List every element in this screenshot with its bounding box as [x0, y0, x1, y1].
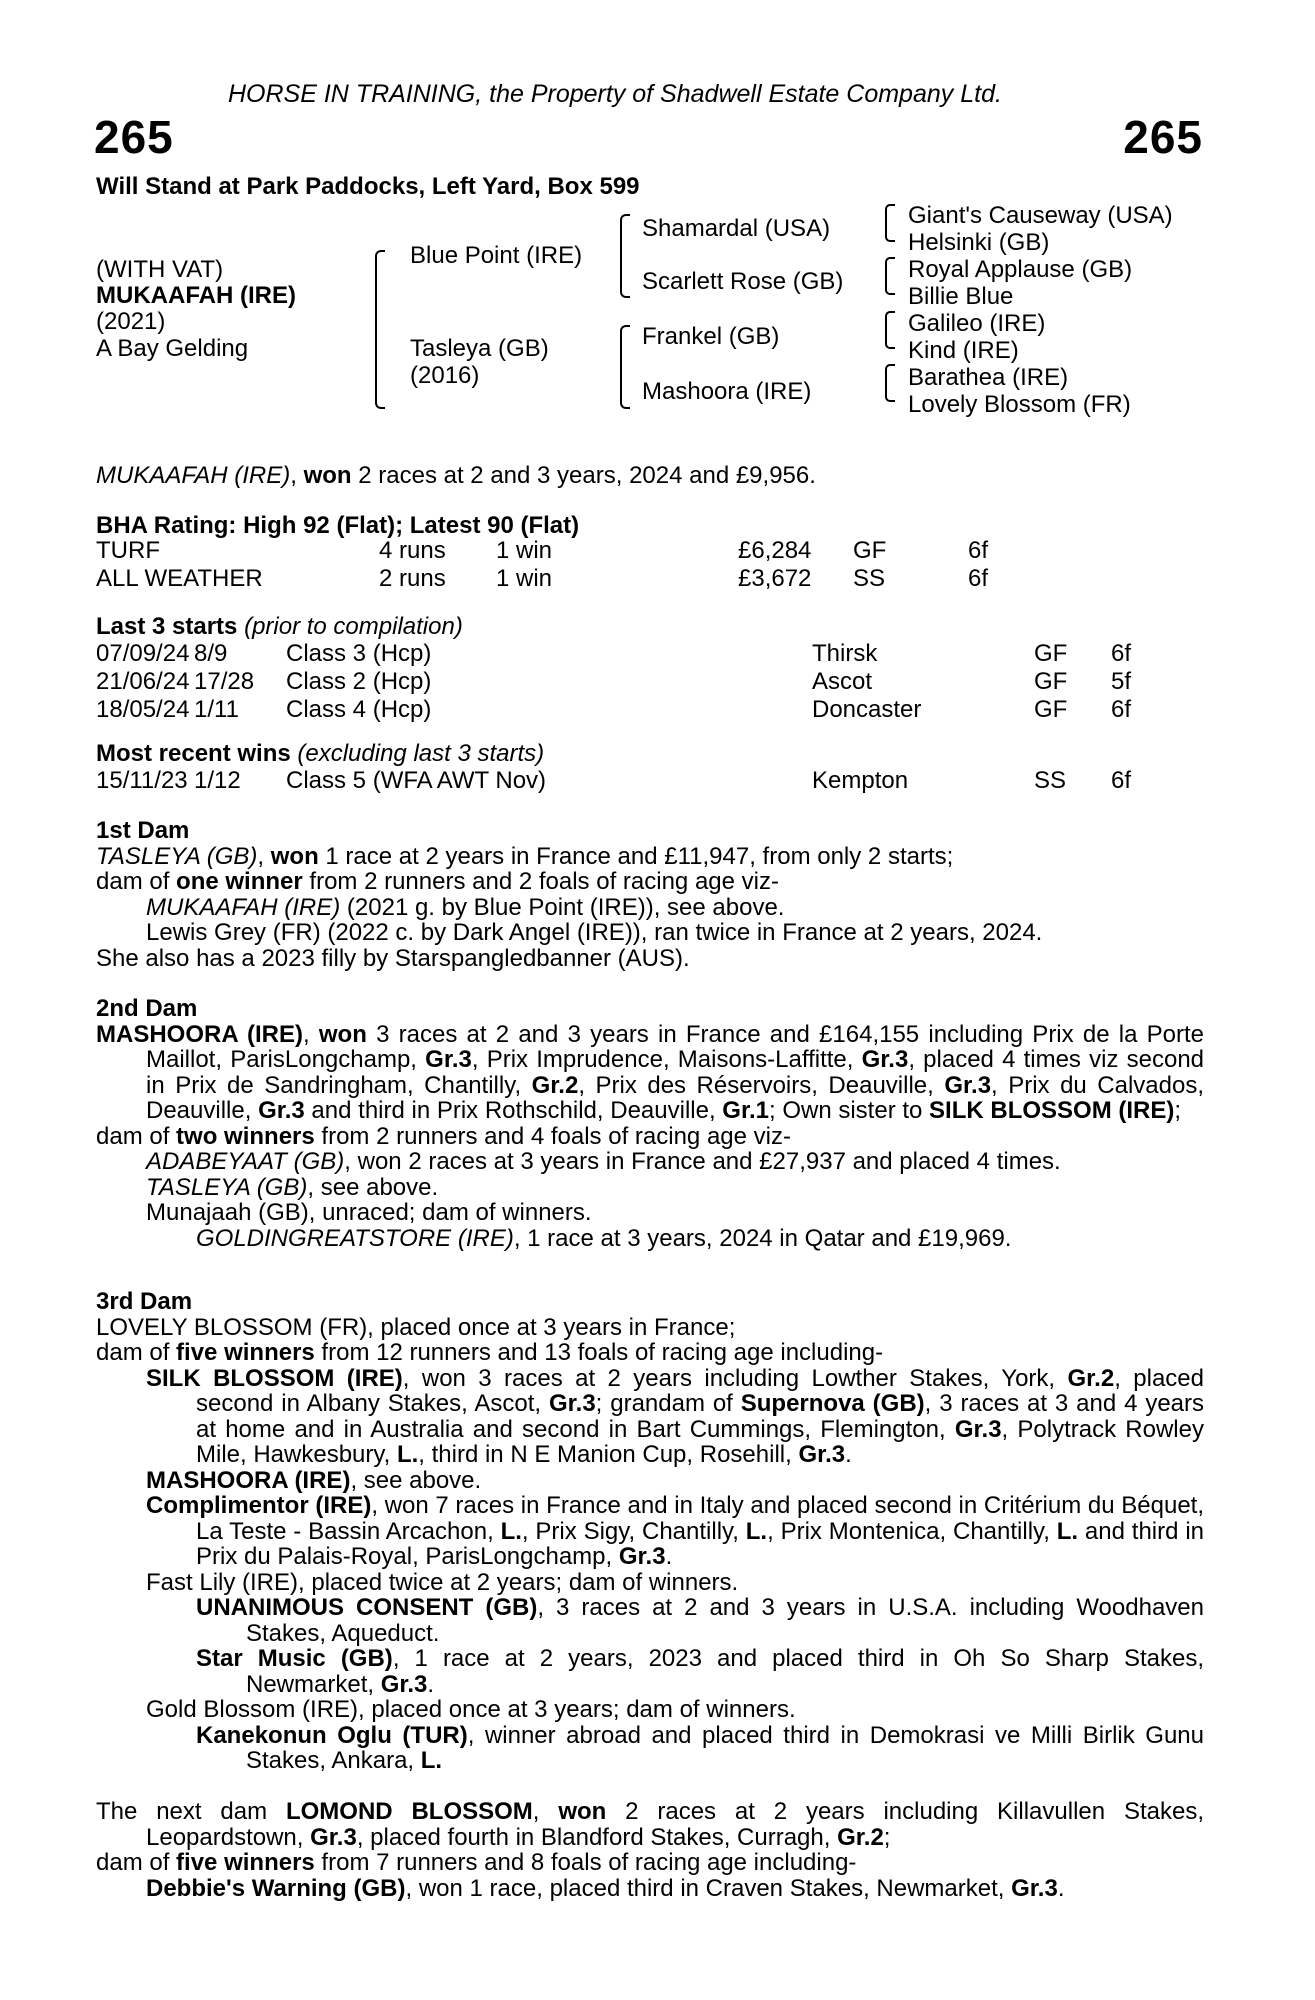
text-run: won: [558, 1798, 607, 1825]
recent-table: [96, 767, 1171, 795]
second-dam-line-2: dam of two winners from 2 runners and 4 foals of racing age viz-: [96, 1122, 791, 1150]
third-dam-line-1: LOVELY BLOSSOM (FR), placed once at 3 years in France;: [96, 1313, 736, 1341]
third-dam-section: [96, 1289, 1204, 1774]
text-run: UNANIMOUS CONSENT (GB): [196, 1594, 538, 1621]
second-dam-section: [96, 996, 1204, 1251]
text-run: MASHOORA (IRE): [146, 1466, 351, 1494]
text-run: , won 3 races at 2 years including Lowther Stakes, York,: [402, 1364, 1068, 1392]
pedigree-g2: Helsinki (GB): [908, 229, 1050, 256]
text-run: SILK BLOSSOM (IRE): [146, 1364, 403, 1392]
text-run: , third in N E Manion Cup, Rosehill,: [418, 1441, 799, 1468]
text-run: Debbie's Warning (GB): [146, 1874, 406, 1902]
third-dam-line-2: dam of five winners from 12 runners and 13 foals of racing age including-: [96, 1339, 884, 1366]
pedigree-g6: Kind (IRE): [908, 337, 1019, 364]
table-cell: 1 win: [496, 537, 553, 564]
rating-table: [96, 537, 1028, 593]
text-run: Gr.2: [837, 1823, 884, 1851]
second-dam-line-6: GOLDINGREATSTORE (IRE), 1 race at 3 years, 2024 in Qatar and £19,969.: [196, 1224, 1012, 1252]
pedigree-brace-dam: [620, 325, 630, 409]
text-run: ;: [883, 1823, 891, 1851]
third-dam-star-music: [96, 1646, 1204, 1697]
third-dam-gold-blossom: Gold Blossom (IRE), placed once at 3 years; dam of winners.: [146, 1696, 796, 1723]
first-dam-line-2: dam of one winner from 2 runners and 2 foals of racing age viz-: [96, 868, 779, 895]
race-summary: MUKAAFAH (IRE), won 2 races at 2 and 3 years, 2024 and £9,956.: [96, 462, 816, 489]
pedigree-brace-main: [375, 250, 385, 409]
first-dam-line-5: She also has a 2023 filly by Starspangledbanner (AUS).: [96, 944, 690, 972]
third-dam-mashoora: [96, 1468, 1204, 1494]
rating-row: [96, 565, 1028, 593]
text-run: , placed fourth in Blandford Stakes, Curragh,: [356, 1823, 838, 1851]
text-run: .: [427, 1670, 435, 1698]
last3-row: [96, 696, 1171, 724]
pedigree-dam: Tasleya (GB): [410, 335, 549, 362]
text-run: , Polytrack Rowley Mile, Hawkesbury,: [196, 1415, 1204, 1468]
table-cell: GF: [1034, 668, 1068, 695]
table-cell: 07/09/24: [96, 640, 190, 667]
table-cell: 8/9: [194, 640, 228, 667]
text-run: L.: [396, 1441, 419, 1468]
last3-row: [96, 640, 1171, 668]
text-run: Gr.3: [954, 1415, 1002, 1443]
text-run: L.: [1056, 1517, 1079, 1545]
text-run: LOMOND BLOSSOM: [285, 1798, 533, 1825]
horse-year: (2021): [96, 308, 166, 335]
vat-label: (WITH VAT): [96, 256, 224, 283]
horse-description: A Bay Gelding: [96, 335, 249, 362]
table-cell: ALL WEATHER: [96, 565, 263, 592]
text-run: The next dam: [96, 1798, 286, 1825]
summary-horse-name: MUKAAFAH (IRE): [96, 462, 291, 489]
text-run: L.: [420, 1747, 443, 1774]
text-run: 3 races at 2 and 3 years in France and £164,155 including Prix de la Porte Maillot, ParisLongchamp,: [146, 1020, 1205, 1073]
second-dam-heading: 2nd Dam: [96, 995, 198, 1022]
table-cell: 6f: [1111, 640, 1132, 667]
table-cell: SS: [853, 565, 886, 592]
next-dam-section: [96, 1799, 1204, 1901]
text-run: , Prix Sigy, Chantilly,: [521, 1517, 746, 1545]
page-header: HORSE IN TRAINING, the Property of Shadwell Estate Company Ltd.: [228, 80, 1002, 108]
summary-won: won: [303, 462, 352, 489]
text-run: , 3 races at 3 and 4 years at home and in Australia and second in Bart Cummings, Flemington,: [196, 1390, 1205, 1443]
text-run: , 1 race at 2 years, 2023 and placed third in Oh So Sharp Stakes, Newmarket,: [246, 1645, 1205, 1698]
recent-heading: Most recent wins: [96, 740, 291, 767]
pedigree-brace-g1: [885, 204, 895, 242]
first-dam-line-1: TASLEYA (GB), won 1 race at 2 years in France and £11,947, from only 2 starts;: [96, 842, 954, 870]
pedigree-brace-g4: [885, 364, 895, 402]
table-cell: Kempton: [812, 767, 909, 794]
text-run: , Prix Montenica, Chantilly,: [767, 1517, 1057, 1545]
third-dam-fast-lily: Fast Lily (IRE), placed twice at 2 years; dam of winners.: [146, 1568, 739, 1596]
text-run: , won 1 race, placed third in Craven Stakes, Newmarket,: [405, 1874, 1012, 1902]
text-run: L.: [500, 1517, 522, 1545]
last3-row: [96, 668, 1171, 696]
text-run: Gr.3: [1011, 1874, 1058, 1902]
text-run: Gr.2: [531, 1071, 579, 1099]
pedigree-dam-sire: Frankel (GB): [642, 323, 780, 350]
text-run: Kanekonun Oglu (TUR): [196, 1721, 468, 1749]
text-run: ,: [532, 1798, 559, 1825]
text-run: won: [318, 1020, 367, 1048]
text-run: , 3 races at 2 and 3 years in U.S.A. including Woodhaven Stakes, Aqueduct.: [246, 1594, 1204, 1647]
text-run: Gr.3: [380, 1670, 428, 1698]
text-run: ,: [302, 1020, 319, 1048]
table-cell: 1/12: [194, 767, 241, 794]
last3-heading-line: [96, 614, 463, 640]
text-run: , placed 4 times viz second in Prix de Sandringham, Chantilly,: [146, 1046, 1205, 1099]
rating-row: [96, 537, 1028, 565]
location-line: Will Stand at Park Paddocks, Left Yard, Box 599: [96, 173, 640, 200]
text-run: Gr.1: [722, 1097, 769, 1124]
table-cell: GF: [1034, 696, 1068, 723]
second-dam-line-3: ADABEYAAT (GB), won 2 races at 3 years in France and £27,937 and placed 4 times.: [146, 1148, 1061, 1175]
first-dam-heading: 1st Dam: [96, 817, 190, 844]
pedigree-g5: Galileo (IRE): [908, 310, 1046, 337]
text-run: Gr.3: [944, 1071, 992, 1099]
summary-text: 2 races at 2 and 3 years, 2024 and £9,956.: [351, 462, 816, 489]
table-cell: 15/11/23: [96, 767, 188, 794]
table-cell: 2 runs: [379, 565, 446, 592]
table-cell: Class 3 (Hcp): [286, 640, 432, 667]
text-run: Gr.3: [425, 1046, 472, 1073]
lot-number-left: 265: [94, 111, 174, 163]
text-run: 2 races at 2 years including Killavullen Stakes, Leopardstown,: [146, 1798, 1204, 1851]
text-run: ; Own sister to: [769, 1097, 930, 1124]
table-cell: 21/06/24: [96, 668, 190, 695]
pedigree-sire-sire: Shamardal (USA): [642, 215, 831, 242]
last3-table: [96, 640, 1171, 724]
first-dam-line-4: Lewis Grey (FR) (2022 c. by Dark Angel (IRE)), ran twice in France at 2 years, 2024.: [146, 919, 1043, 946]
third-dam-unanimous-consent: [96, 1595, 1204, 1646]
text-run: ; grandam of: [595, 1390, 741, 1417]
text-run: ;: [1174, 1097, 1182, 1124]
pedigree-sire: Blue Point (IRE): [410, 242, 583, 269]
text-run: Gr.3: [548, 1390, 596, 1417]
text-run: , placed second in Albany Stakes, Ascot,: [196, 1364, 1204, 1417]
table-cell: £3,672: [738, 565, 812, 592]
first-dam-section: [96, 818, 1204, 971]
horse-name: MUKAAFAH (IRE): [96, 282, 296, 309]
third-dam-kanekonun-oglu: [96, 1723, 1204, 1774]
second-dam-line-4: TASLEYA (GB), see above.: [146, 1173, 439, 1201]
text-run: SILK BLOSSOM (IRE): [929, 1097, 1175, 1124]
table-cell: 1/11: [194, 696, 239, 723]
table-cell: SS: [1034, 767, 1067, 794]
pedigree-g1: Giant's Causeway (USA): [908, 202, 1173, 229]
last3-heading: Last 3 starts: [96, 613, 238, 640]
table-cell: GF: [1034, 640, 1068, 667]
table-cell: 5f: [1111, 668, 1132, 695]
table-cell: 6f: [1111, 696, 1132, 723]
table-cell: 6f: [968, 537, 989, 564]
third-dam-heading: 3rd Dam: [96, 1288, 193, 1315]
second-dam-line-5: Munajaah (GB), unraced; dam of winners.: [146, 1199, 592, 1226]
text-run: MASHOORA (IRE): [96, 1020, 303, 1048]
text-run: Gr.3: [798, 1441, 846, 1468]
text-run: Gr.2: [1067, 1364, 1115, 1392]
recent-note: (excluding last 3 starts): [290, 740, 545, 767]
text-run: L.: [745, 1517, 768, 1545]
table-cell: Doncaster: [812, 696, 922, 723]
second-dam-para: [96, 1022, 1204, 1124]
pedigree-g4: Billie Blue: [908, 283, 1014, 310]
table-cell: 6f: [968, 565, 989, 592]
pedigree-dam-year: (2016): [410, 362, 480, 389]
pedigree-g7: Barathea (IRE): [908, 364, 1069, 391]
text-run: .: [845, 1441, 852, 1468]
pedigree-brace-g2: [885, 257, 895, 295]
next-dam-line-2: dam of five winners from 7 runners and 8 foals of racing age including-: [96, 1849, 857, 1876]
last3-note: (prior to compilation): [237, 613, 463, 640]
table-cell: Class 5 (WFA AWT Nov): [286, 767, 547, 794]
rating-heading: BHA Rating: High 92 (Flat); Latest 90 (Flat): [96, 512, 580, 539]
text-run: Gr.3: [310, 1823, 357, 1851]
pedigree-brace-sire: [620, 214, 630, 298]
table-cell: 4 runs: [379, 537, 446, 564]
text-run: , Prix des Réservoirs, Deauville,: [578, 1071, 945, 1099]
text-run: Supernova (GB): [740, 1390, 925, 1417]
table-cell: GF: [853, 537, 887, 564]
text-run: .: [1057, 1874, 1065, 1902]
pedigree-brace-g3: [885, 311, 895, 349]
table-cell: 18/05/24: [96, 696, 190, 723]
table-cell: 17/28: [194, 668, 255, 695]
text-run: , Prix Imprudence, Maisons-Laffitte,: [471, 1046, 862, 1073]
table-cell: Thirsk: [812, 640, 878, 667]
recent-heading-line: [96, 741, 544, 767]
third-dam-complimentor: [96, 1493, 1204, 1570]
table-cell: Class 4 (Hcp): [286, 696, 432, 723]
text-run: , Prix du Calvados, Deauville,: [146, 1071, 1205, 1124]
text-run: , see above.: [350, 1466, 482, 1494]
text-run: Gr.3: [618, 1543, 666, 1570]
lot-number-right: 265: [1123, 111, 1203, 163]
table-cell: Ascot: [812, 668, 873, 695]
pedigree-sire-dam: Scarlett Rose (GB): [642, 268, 844, 295]
text-run: Complimentor (IRE): [146, 1492, 372, 1519]
table-cell: TURF: [96, 537, 160, 564]
table-cell: 1 win: [496, 565, 553, 592]
next-dam-debbies-warning: [96, 1876, 1204, 1902]
first-dam-line-3: MUKAAFAH (IRE) (2021 g. by Blue Point (IRE)), see above.: [146, 893, 785, 921]
pedigree-dam-dam: Mashoora (IRE): [642, 378, 812, 405]
table-cell: £6,284: [738, 537, 812, 564]
pedigree-g8: Lovely Blossom (FR): [908, 391, 1131, 418]
text-run: and third in Prix du Palais-Royal, ParisLongchamp,: [196, 1517, 1204, 1570]
recent-row: [96, 767, 1171, 795]
text-run: , won 7 races in France and in Italy and placed second in Critérium du Béquet, La Teste - Bassin Arcachon,: [196, 1492, 1204, 1545]
text-run: .: [665, 1543, 673, 1570]
text-run: and third in Prix Rothschild, Deauville,: [304, 1097, 723, 1124]
text-run: , winner abroad and placed third in Demokrasi ve Milli Birlik Gunu Stakes, Ankara,: [246, 1721, 1204, 1774]
text-run: Gr.3: [861, 1046, 909, 1073]
text-run: Gr.3: [258, 1097, 305, 1124]
next-dam-para: [96, 1799, 1204, 1850]
text-run: Star Music (GB): [196, 1645, 393, 1672]
table-cell: 6f: [1111, 767, 1132, 794]
pedigree-g3: Royal Applause (GB): [908, 256, 1133, 283]
third-dam-silk-blossom: [96, 1366, 1204, 1468]
table-cell: Class 2 (Hcp): [286, 668, 432, 695]
